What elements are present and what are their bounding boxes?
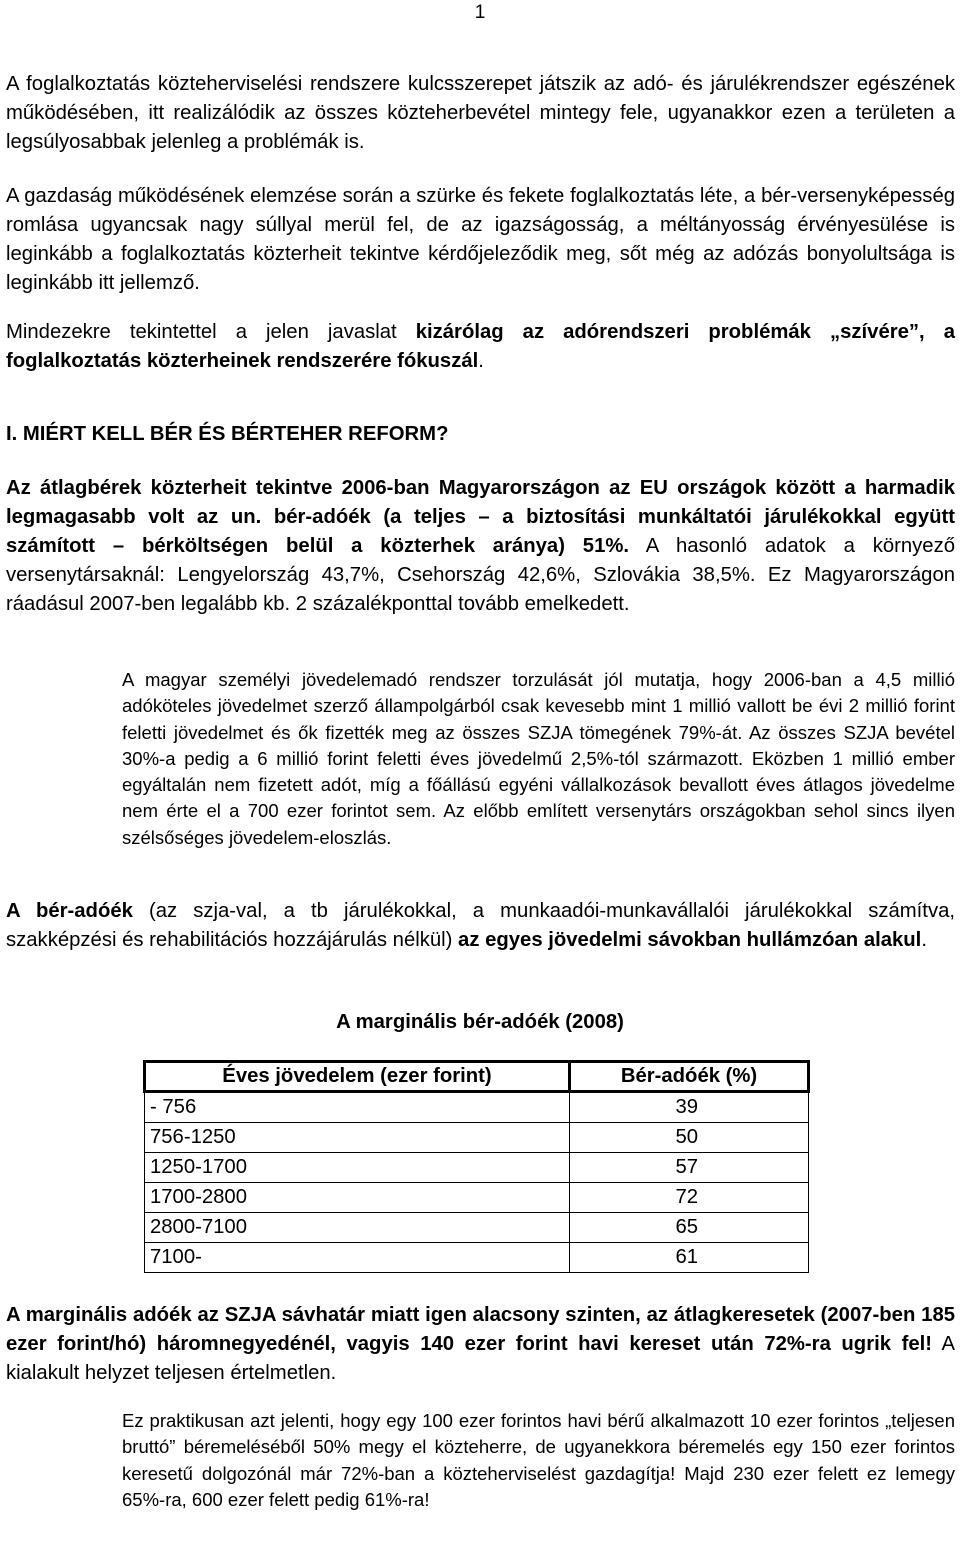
paragraph-focus <box>6 318 955 376</box>
income-band-cell: 7100- <box>145 1243 570 1273</box>
wage-tax-wedge-rest: A hasonló adatok a környező versenytársaknál: Lengyelország 43,7%, Csehország 42,6%, Szlovákia 38,5%. Ez Magyarországon ráadásul 2007-ben legalább kb. 2 százalékponttal tovább emelkedett. <box>6 535 955 615</box>
tax-wedge-cell: 61 <box>570 1243 809 1273</box>
paragraph-practical-example: Ez praktikusan azt jelenti, hogy egy 100 ezer forintos havi bérű alkalmazott 10 ezer forintos „teljesen bruttó” béremeléséből 50% megy el közteherre, de ugyanekkora béremelés egy 150 ezer forintos keresetű dolgozónál már 72%-ban a közteherviselést gazdagítja! Majd 230 ezer felett ez lemegy 65%-ra, 600 ezer felett pedig 61%-ra! <box>122 1410 955 1510</box>
income-band-cell: 756-1250 <box>145 1123 570 1153</box>
wage-tax-bands-bold1: A bér-adóék <box>6 900 133 922</box>
tax-wedge-cell: 65 <box>570 1213 809 1243</box>
wage-tax-bands-bold2: az egyes jövedelmi sávokban hullámzóan alakul <box>458 929 922 951</box>
focus-text-bold: kizárólag az adórendszeri problémák „szívére”, a foglalkoztatás közterheinek rendszerére fókuszál <box>6 321 956 372</box>
table-row <box>145 1092 809 1123</box>
marginal-wedge-bold: A marginális adóék az SZJA sávhatár miatt igen alacsony szinten, az átlagkeresetek (2007-ben 185 ezer forint/hó) háromnegyedénél, vagyis 140 ezer forint havi kereset után 72%-ra ugrik fel! <box>6 1304 955 1355</box>
marginal-tax-wedge-table <box>143 1060 810 1273</box>
wage-tax-wedge-bold: Az átlagbérek közterheit tekintve 2006-ban Magyarországon az EU országok között a harmadik legmagasabb volt az un. bér-adóék (a teljes – a biztosítási munkáltatói járulékokkal együtt számított – bérköltségen belül a közterhek aránya) 51%. <box>6 477 955 557</box>
wage-tax-bands-mid: (az szja-val, a tb járulékokkal, a munkaadói-munkavállalói járulékokkal számítva, szakképzési és rehabilitációs hozzájárulás nélkül) <box>6 900 955 951</box>
tax-wedge-cell: 57 <box>570 1153 809 1183</box>
wage-tax-bands-end: . <box>921 929 927 951</box>
table-row <box>145 1243 809 1273</box>
tax-wedge-cell: 50 <box>570 1123 809 1153</box>
paragraph-income-tax-distortion: A magyar személyi jövedelemadó rendszer torzulását jól mutatja, hogy 2006-ban a 4,5 millió adóköteles jövedelmet szerző állampolgárból csak kevesebb mint 1 millió vallott be évi 2 millió forint feletti jövedelmet és ők fizették meg az összes SZJA tömegének 79%-át. Az összes SZJA bevétel 30%-a pedig a 6 millió forint feletti éves jövedelmű 2,5%-tól származott. Eközben 1 millió ember egyáltalán nem fizetett adót, míg a főállású egyéni vállalkozások bevallott éves átlagos jövedelme nem érte el a 700 ezer forintot sem. Az előbb említett versenytárs országokban sehol sincs ilyen szélsőséges jövedelem-eloszlás. <box>122 669 955 848</box>
page-number: 1 <box>474 2 486 23</box>
header-annual-income: Éves jövedelem (ezer forint) <box>145 1062 570 1092</box>
paragraph-wage-tax-wedge <box>6 474 955 619</box>
tax-wedge-cell: 39 <box>570 1092 809 1123</box>
paragraph-marginal-wedge <box>6 1301 955 1388</box>
income-band-cell: 1700-2800 <box>145 1183 570 1213</box>
table-row <box>145 1213 809 1243</box>
table-header-row <box>145 1062 809 1092</box>
paragraph-intro: A foglalkoztatás közteherviselési rendszere kulcsszerepet játszik az adó- és járulékrendszer egészének működésében, itt realizálódik az összes közteherbevétel mintegy fele, ugyanakkor ezen a területen a legsúlyosabbak jelenleg a problémák is. <box>6 73 955 153</box>
income-band-cell: 2800-7100 <box>145 1213 570 1243</box>
section-heading: I. MIÉRT KELL BÉR ÉS BÉRTEHER REFORM? <box>6 423 449 445</box>
marginal-wedge-rest: A kialakult helyzet teljesen értelmetlen. <box>6 1333 955 1384</box>
focus-text-post: . <box>478 350 484 372</box>
income-band-cell: 1250-1700 <box>145 1153 570 1183</box>
paragraph-economy-analysis: A gazdaság működésének elemzése során a szürke és fekete foglalkoztatás léte, a bér-versenyképesség romlása ugyancsak nagy súllyal merül fel, de az igazságosság, a méltányosság érvényesülése is leginkább a foglalkoztatás közterheit tekintve kérdőjeleződik meg, sőt még az adózás bonyolultsága is leginkább itt jellemző. <box>6 185 955 294</box>
table-row <box>145 1123 809 1153</box>
focus-text-pre: Mindezekre tekintettel a jelen javaslat <box>6 321 416 343</box>
table-title: A marginális bér-adóék (2008) <box>336 1011 624 1033</box>
income-band-cell: - 756 <box>145 1092 570 1123</box>
tax-wedge-cell: 72 <box>570 1183 809 1213</box>
header-tax-wedge: Bér-adóék (%) <box>570 1062 809 1092</box>
table-row <box>145 1183 809 1213</box>
table-row <box>145 1153 809 1183</box>
paragraph-wage-tax-bands <box>6 897 955 955</box>
